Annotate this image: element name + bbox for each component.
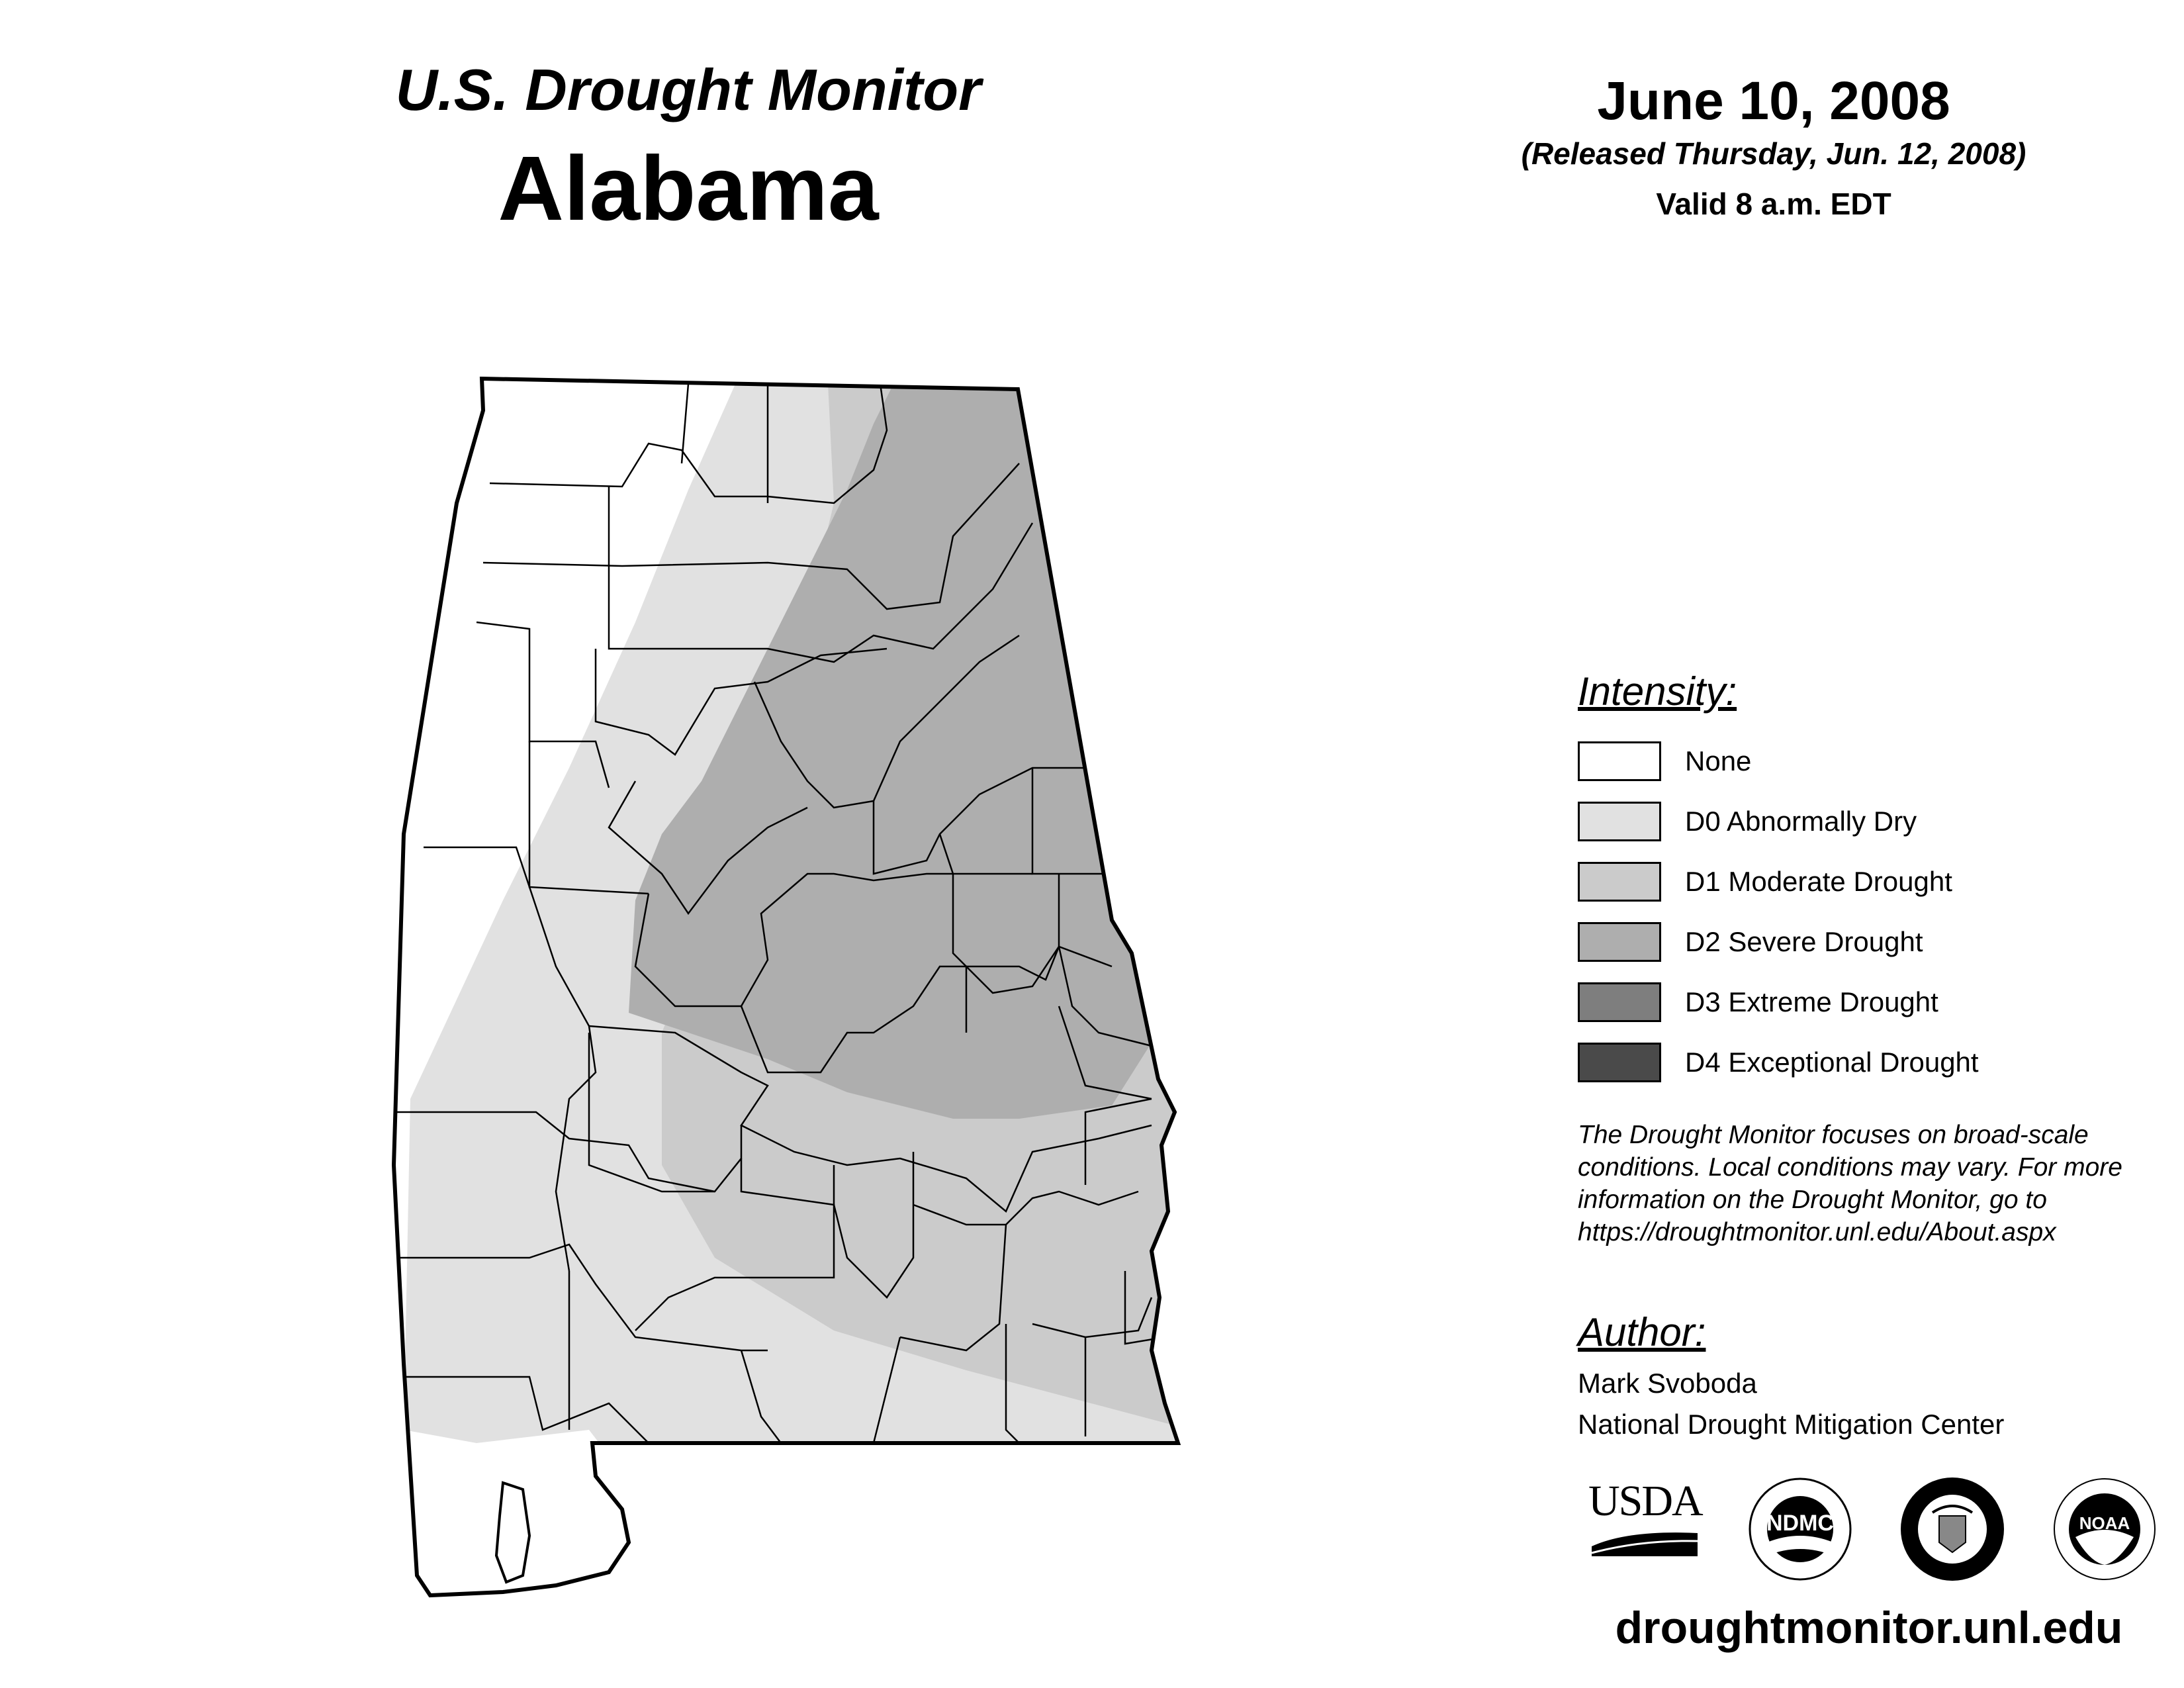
legend-label: D3 Extreme Drought <box>1685 986 1938 1017</box>
legend-label: D0 Abnormally Dry <box>1685 806 1917 837</box>
mobile-bay <box>496 1483 529 1582</box>
state-name: Alabama <box>498 138 879 240</box>
legend-label: D4 Exceptional Drought <box>1685 1047 1979 1078</box>
noaa-logo: NOAA <box>2052 1476 2158 1582</box>
release-date: (Released Thursday, Jun. 12, 2008) <box>1521 136 2026 171</box>
legend-item <box>1578 1043 2107 1085</box>
alabama-drought-map <box>371 371 1191 1628</box>
legend-item <box>1578 802 2107 844</box>
legend-item <box>1578 982 2107 1025</box>
author-name: Mark Svoboda <box>1578 1368 1757 1399</box>
legend-swatch <box>1578 1043 1661 1082</box>
valid-time: Valid 8 a.m. EDT <box>1656 187 1891 221</box>
legend-item <box>1578 922 2107 964</box>
usda-logo: USDA <box>1588 1476 1701 1562</box>
legend-title: Intensity: <box>1578 669 1737 714</box>
author-heading: Author: <box>1578 1310 1706 1354</box>
website-url[interactable]: droughtmonitor.unl.edu <box>1615 1603 2123 1653</box>
legend-label: None <box>1685 745 1752 776</box>
department-of-commerce-seal <box>1899 1476 2005 1582</box>
ndmc-logo: NDMC <box>1747 1476 1853 1582</box>
author-organization: National Drought Mitigation Center <box>1578 1409 2005 1440</box>
legend-item <box>1578 741 2107 784</box>
legend-swatch <box>1578 862 1661 902</box>
legend-swatch <box>1578 741 1661 781</box>
legend-swatch <box>1578 922 1661 962</box>
legend-swatch <box>1578 802 1661 841</box>
disclaimer-note: The Drought Monitor focuses on broad-scale conditions. Local conditions may vary. For more information on the Drought Monitor, go to https://droughtmonitor.unl.edu/About.aspx <box>1578 1121 2122 1246</box>
valid-date: June 10, 2008 <box>1597 71 1950 131</box>
legend-label: D2 Severe Drought <box>1685 926 1923 957</box>
legend-item <box>1578 862 2107 904</box>
drought-shading <box>371 371 1191 1628</box>
map-title: U.S. Drought Monitor <box>395 57 981 122</box>
legend-swatch <box>1578 982 1661 1022</box>
legend-label: D1 Moderate Drought <box>1685 866 1952 897</box>
